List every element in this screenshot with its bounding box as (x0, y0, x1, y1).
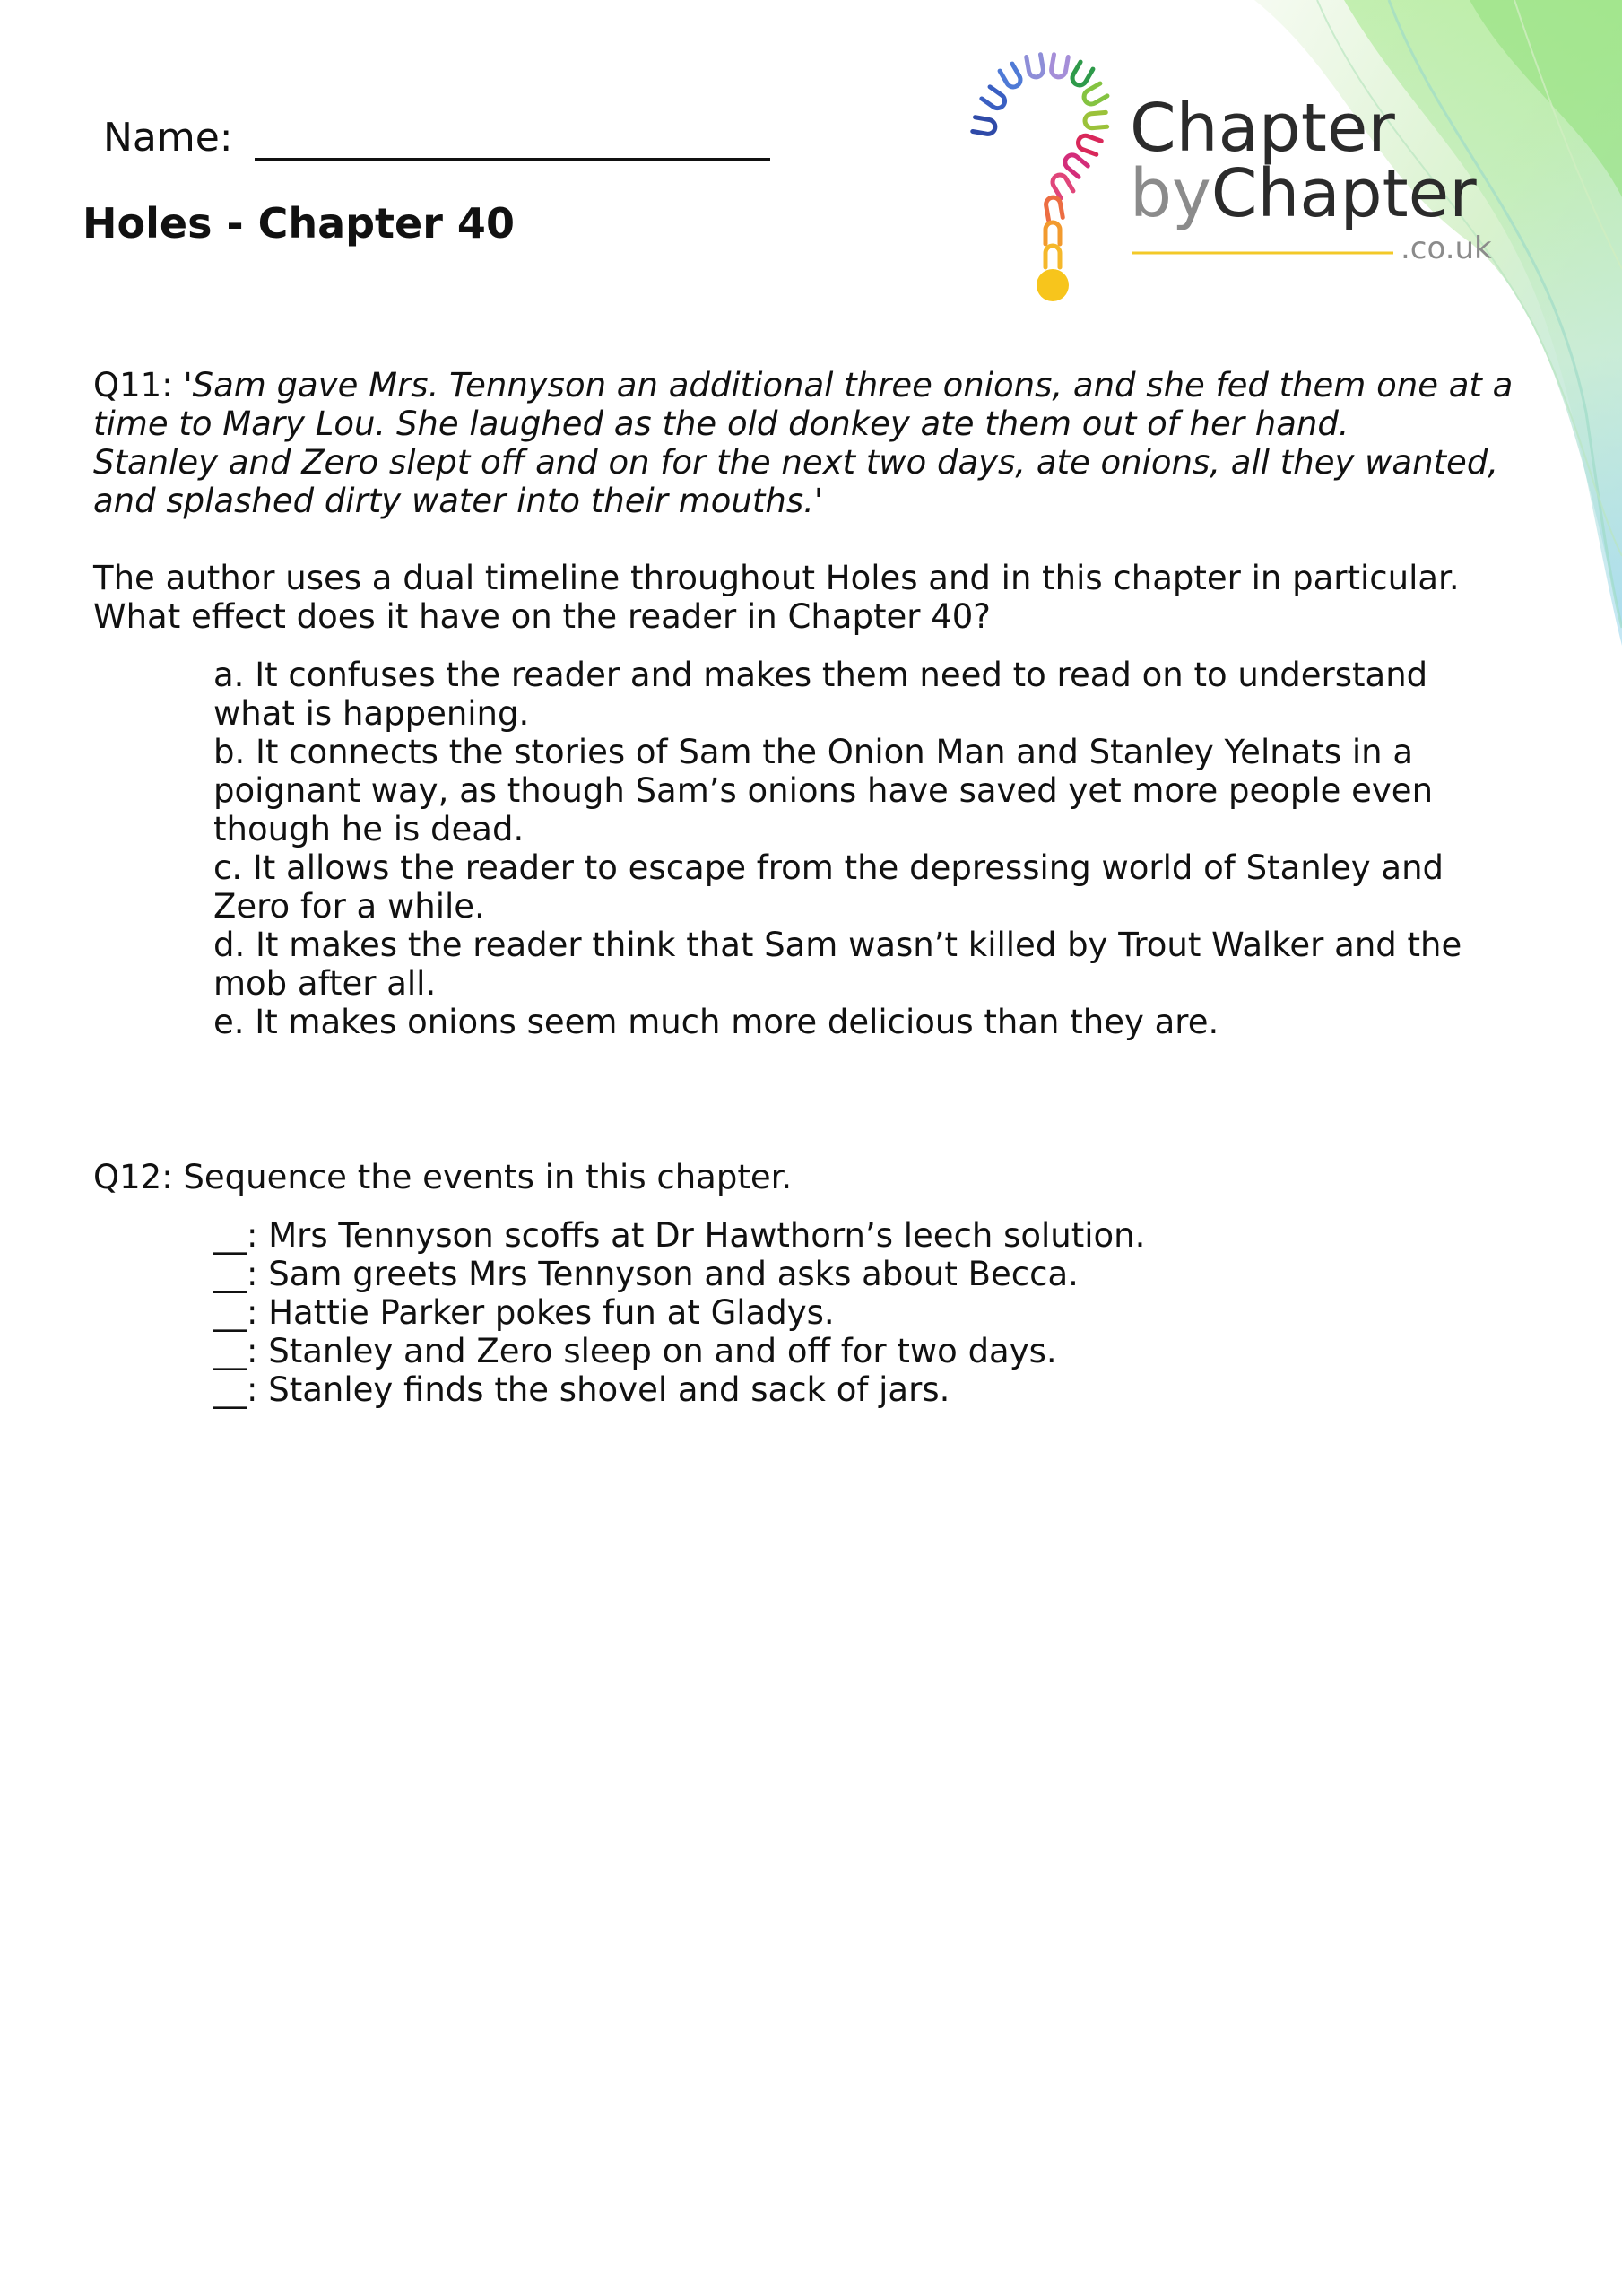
page-title: Holes - Chapter 40 (82, 199, 515, 248)
quote-line: and splashed dirty water into their mouths.' (93, 482, 824, 520)
quote-line: Stanley and Zero slept off and on for the next two days, ate onions, all they wanted, (93, 443, 1499, 482)
sequence-item[interactable]: __: Hattie Parker pokes fun at Gladys. (213, 1293, 835, 1332)
quote-line: time to Mary Lou. She laughed as the old donkey ate them out of her hand. (93, 404, 1349, 443)
logo-domain: .co.uk (1401, 230, 1492, 266)
answer-option-d[interactable]: d. It makes the reader think that Sam wasn’t killed by Trout Walker and the mob after all. (213, 926, 1462, 1003)
name-row (103, 115, 770, 161)
question-line: The author uses a dual timeline throughout Holes and in this chapter in particular. (93, 559, 1460, 597)
logo-line1: Chapter (1130, 90, 1395, 167)
question-line: What effect does it have on the reader in Chapter 40? (93, 597, 991, 636)
answer-option-c[interactable]: c. It allows the reader to escape from the depressing world of Stanley and Zero for a while. (213, 848, 1444, 926)
sequence-item[interactable]: __: Stanley and Zero sleep on and off for two days. (213, 1332, 1057, 1370)
name-label: Name: (103, 115, 233, 161)
answer-option-b[interactable]: b. It connects the stories of Sam the Onion Man and Stanley Yelnats in a poignant way, as though Sam’s onions have saved yet more people even though he is dead. (213, 733, 1434, 848)
q12-events (213, 1216, 1528, 1409)
q12-prompt: Q12: Sequence the events in this chapter. (93, 1158, 793, 1196)
chapter-by-chapter-logo (959, 50, 1533, 319)
answer-option-e[interactable]: e. It makes onions seem much more delicious than they are. (213, 1003, 1219, 1041)
name-field[interactable] (255, 122, 770, 161)
logo-icon (959, 50, 1533, 319)
logo-line2-by: by (1130, 155, 1211, 232)
svg-text:byChapter (1130, 155, 1477, 232)
answer-option-a[interactable]: a. It confuses the reader and makes them need to read on to understand what is happening. (213, 656, 1428, 733)
q11-question (93, 559, 1528, 636)
q11-quote (93, 366, 1528, 520)
sequence-item[interactable]: __: Stanley finds the shovel and sack of jars. (213, 1370, 950, 1409)
quote-line: 'Sam gave Mrs. Tennyson an additional three onions, and she fed them one at a (183, 366, 1514, 404)
q11-options (213, 656, 1514, 1041)
q11-label: Q11: (93, 366, 184, 404)
worksheet-content (93, 366, 1528, 1409)
sequence-item[interactable]: __: Sam greets Mrs Tennyson and asks about Becca. (213, 1255, 1079, 1293)
logo-line2-chapter: Chapter (1210, 155, 1477, 232)
sequence-item[interactable]: __: Mrs Tennyson scoffs at Dr Hawthorn’s leech solution. (213, 1216, 1146, 1255)
